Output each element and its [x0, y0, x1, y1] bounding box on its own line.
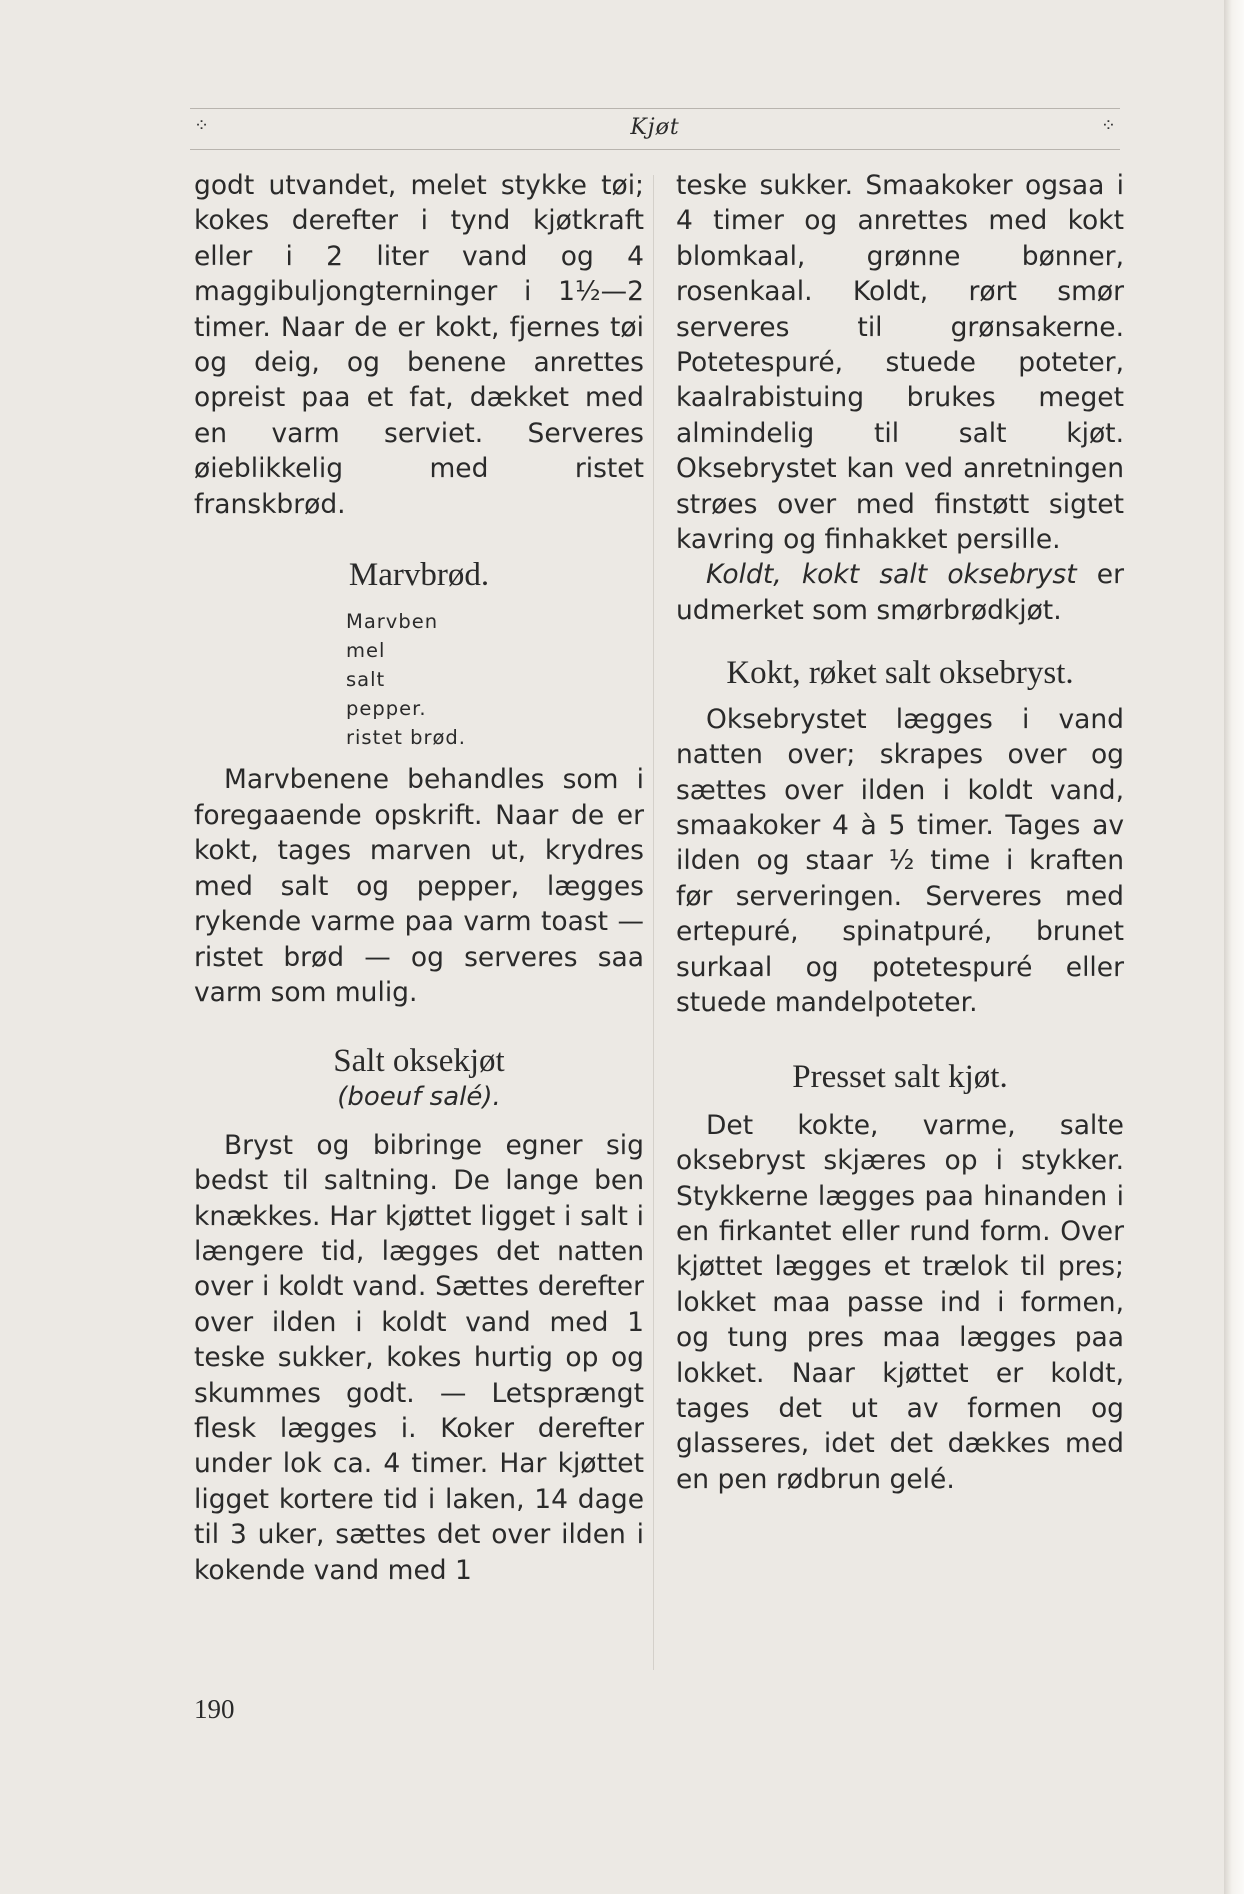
koldt-paragraph — [676, 557, 1124, 628]
column-divider — [653, 175, 654, 1670]
heading-presset-salt-kjot: Presset salt kjøt. — [792, 1059, 1008, 1096]
ingredient-item: Marvben — [346, 610, 439, 634]
heading-marvbrod: Marvbrød. — [348, 557, 490, 594]
running-header — [190, 108, 1120, 150]
roket-paragraph: Oksebrystet lægges i vand natten over; skrapes over og sættes over ilden i koldt vand, smaakoker 4 à 5 timer. Tages av ilden og staar ½ time i kraften før serveringen. Serveres med ertepuré, spinatpuré, brunet surkaal og potetespuré eller stuede mandelpoteter. — [676, 703, 1124, 1018]
koldt-rest: er udmerket som smørbrødkjøt. — [676, 559, 1125, 626]
ingredient-item: ristet brød. — [346, 726, 466, 750]
salt-oksekjot-paragraph: Bryst og bibringe egner sig bedst til saltning. De lange ben knækkes. Har kjøttet ligget i salt i længere tid, lægges det natten over i koldt vand. Sættes derefter over ilden i koldt vand med 1 teske sukker, kokes hurtig op og skummes godt. — Letsprængt flesk lægges i. Koker derefter under lok ca. 4 timer. Har kjøttet ligget kortere tid i laken, 14 dage til 3 uker, sættes det over ilden i kokende vand med 1 — [194, 1129, 644, 1586]
right-column — [676, 168, 1124, 1497]
ornament-right-icon: ⁘ — [1100, 115, 1116, 136]
heading-roket-oksebryst: Kokt, røket salt oksebryst. — [726, 655, 1074, 692]
koldt-italic-phrase: Koldt, kokt salt oksebryst — [706, 559, 1077, 591]
continued-paragraph: teske sukker. Smaakoker ogsaa i 4 timer og anrettes med kokt blomkaal, grønne bønner, rosenkaal. Koldt, rørt smør serveres til grønsakerne. Potetespuré, stuede poteter, kaalrabistuing brukes meget almindelig til salt kjøt. Oksebrystet kan ved anretningen strøes over med finstøtt sigtet kavring og finhakket persille. — [676, 170, 1124, 556]
presset-paragraph: Det kokte, varme, salte oksebryst skjæres op i stykker. Stykkerne lægges paa hinanden i en firkantet eller rund form. Over kjøttet lægges et trælok til pres; lokket maa passe ind i formen, og tung pres maa lægges paa lokket. Naar kjøttet er koldt, tages det ut av formen og glasseres, idet det dækkes med en pen rødbrun gelé. — [676, 1109, 1124, 1495]
marvbrod-paragraph: Marvbenene behandles som i foregaaende opskrift. Naar de er kokt, tages marven ut, krydres med salt og pepper, lægges rykende varme paa varm toast — ristet brød — og serveres saa varm som mulig. — [194, 764, 644, 1008]
subheading-boeuf-sale: (boeuf salé). — [337, 1081, 501, 1112]
ingredient-item: pepper. — [346, 697, 427, 721]
marvbrod-ingredients — [346, 607, 644, 752]
ingredient-item: mel — [346, 639, 386, 663]
left-column — [194, 168, 644, 1588]
page-number: 190 — [194, 1694, 235, 1724]
page-edge — [1224, 0, 1244, 1894]
ingredient-item: salt — [346, 668, 386, 692]
heading-salt-oksekjot: Salt oksekjøt — [333, 1043, 505, 1080]
ornament-left-icon: ⁘ — [194, 115, 210, 136]
header-title: Kjøt — [630, 115, 680, 140]
intro-paragraph: godt utvandet, melet stykke tøi; kokes derefter i tynd kjøtkraft eller i 2 liter vand og 4 maggibuljongterninger i 1½—2 timer. Naar de er kokt, fjernes tøi og deig, og benene anrettes opreist paa et fat, dækket med en varm serviet. Serveres øieblikkelig med ristet franskbrød. — [194, 170, 644, 520]
